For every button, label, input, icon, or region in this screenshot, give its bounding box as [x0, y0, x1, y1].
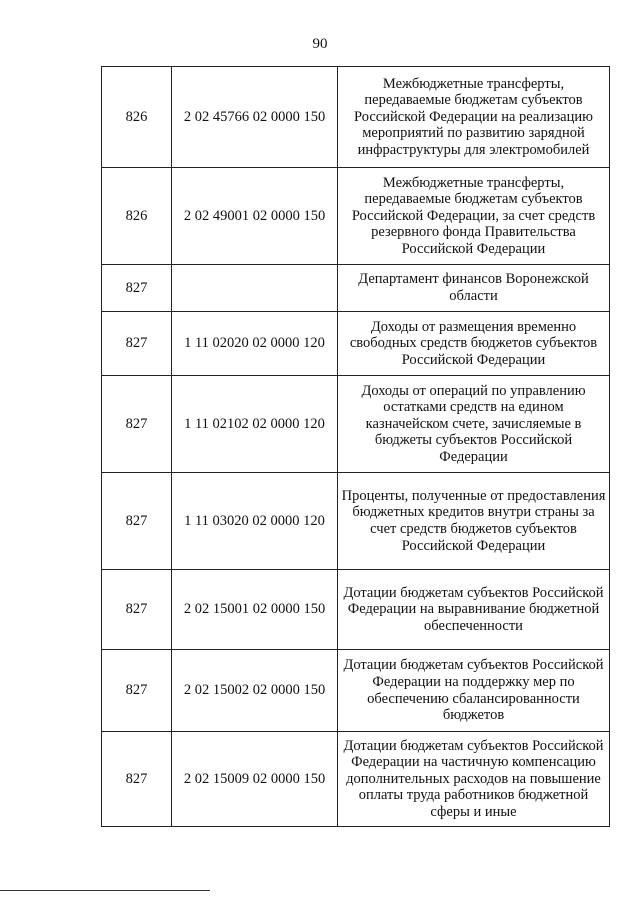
budget-code-cell: 1 11 02102 02 0000 120: [172, 376, 338, 473]
admin-code-cell: 827: [102, 473, 172, 570]
description-cell: Межбюджетные трансферты, передаваемые бюджетам субъектов Российской Федерации, за счет средств резервного фонда Правительства Российской Федерации: [338, 168, 610, 265]
description-cell: Департамент финансов Воронежской области: [338, 265, 610, 312]
admin-code-cell: 827: [102, 570, 172, 650]
budget-code-cell: 1 11 03020 02 0000 120: [172, 473, 338, 570]
page-number: 90: [312, 36, 328, 52]
budget-code-cell: [172, 265, 338, 312]
table-row: [102, 650, 610, 732]
budget-classification-table: [101, 66, 610, 827]
admin-code-cell: 826: [102, 168, 172, 265]
table-row: [102, 312, 610, 376]
budget-code-cell: 2 02 15009 02 0000 150: [172, 732, 338, 827]
description-cell: Дотации бюджетам субъектов Российской Федерации на поддержку мер по обеспечению сбалансированности бюджетов: [338, 650, 610, 732]
admin-code-cell: 827: [102, 312, 172, 376]
table-row: [102, 265, 610, 312]
admin-code-cell: 827: [102, 376, 172, 473]
table-row: [102, 570, 610, 650]
table-row: [102, 732, 610, 827]
budget-code-cell: 1 11 02020 02 0000 120: [172, 312, 338, 376]
table-row: [102, 67, 610, 168]
admin-code-cell: 827: [102, 650, 172, 732]
table-row: [102, 376, 610, 473]
budget-code-cell: 2 02 45766 02 0000 150: [172, 67, 338, 168]
table-row: [102, 473, 610, 570]
table-row: [102, 168, 610, 265]
budget-code-cell: 2 02 15002 02 0000 150: [172, 650, 338, 732]
budget-code-cell: 2 02 15001 02 0000 150: [172, 570, 338, 650]
description-cell: Дотации бюджетам субъектов Российской Федерации на выравнивание бюджетной обеспеченности: [338, 570, 610, 650]
budget-code-cell: 2 02 49001 02 0000 150: [172, 168, 338, 265]
admin-code-cell: 827: [102, 732, 172, 827]
admin-code-cell: 827: [102, 265, 172, 312]
description-cell: Дотации бюджетам субъектов Российской Федерации на частичную компенсацию дополнительных расходов на повышение оплаты труда работников бюджетной сферы и иные: [338, 732, 610, 827]
description-cell: Проценты, полученные от предоставления бюджетных кредитов внутри страны за счет средств бюджетов субъектов Российской Федерации: [338, 473, 610, 570]
description-cell: Доходы от размещения временно свободных средств бюджетов субъектов Российской Федерации: [338, 312, 610, 376]
description-cell: Межбюджетные трансферты, передаваемые бюджетам субъектов Российской Федерации на реализацию мероприятий по развитию зарядной инфраструктуры для электромобилей: [338, 67, 610, 168]
admin-code-cell: 826: [102, 67, 172, 168]
footnote-divider: [0, 890, 210, 891]
description-cell: Доходы от операций по управлению остатками средств на едином казначейском счете, зачисляемые в бюджеты субъектов Российской Федерации: [338, 376, 610, 473]
